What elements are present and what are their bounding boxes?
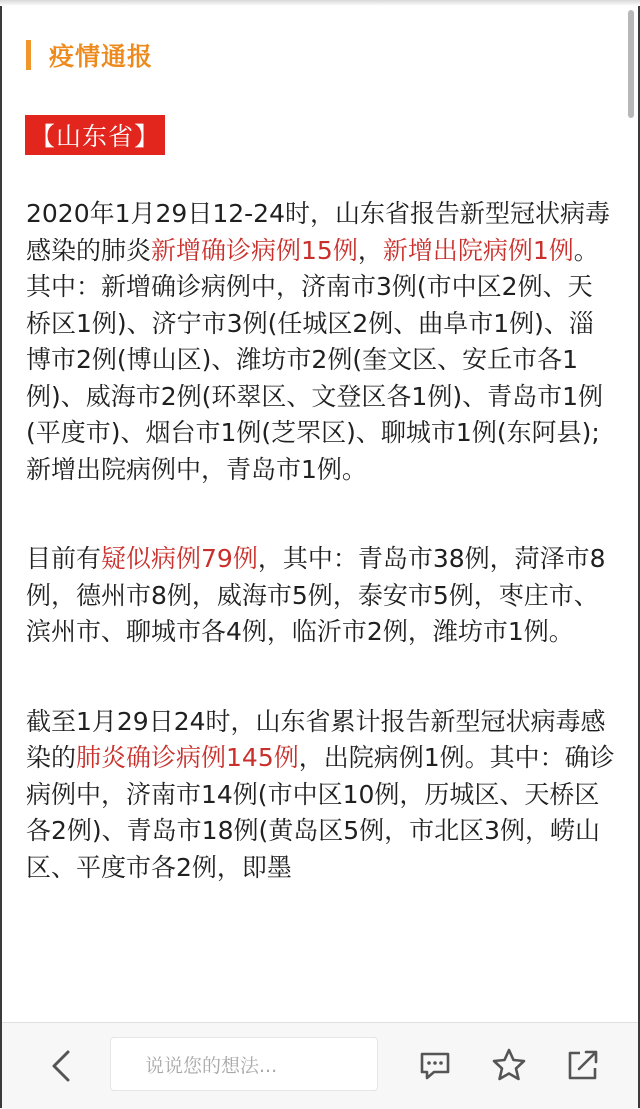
paragraph-text: 。其中：新增确诊病例中，济南市3例(市中区2例、天桥区1例)、济宁市3例(任城区2例、曲阜市1例)、淄博市2例(博山区)、潍坊市2例(奎文区、安丘市各1例)、威海市2例(环翠区、文登区各1例)、青岛市1例(平度市)、烟台市1例(芝罘区)、聊城市1例(东阿县);新增出院病例中，青岛市1例。 bbox=[26, 235, 603, 484]
comment-icon bbox=[417, 1047, 453, 1083]
top-shadow bbox=[0, 0, 640, 6]
highlighted-text: 肺炎确诊病例145例 bbox=[76, 743, 299, 772]
share-button[interactable] bbox=[565, 1047, 601, 1083]
back-icon bbox=[46, 1049, 76, 1083]
star-icon bbox=[491, 1047, 527, 1083]
paragraph-text: ， bbox=[357, 235, 383, 265]
highlighted-text: 新增确诊病例15例 bbox=[151, 235, 358, 265]
article-paragraph bbox=[26, 541, 616, 651]
scrollbar[interactable] bbox=[628, 10, 634, 118]
article-paragraph bbox=[26, 704, 616, 887]
share-icon bbox=[565, 1047, 601, 1083]
comment-button[interactable] bbox=[417, 1047, 453, 1083]
bottom-toolbar bbox=[2, 1022, 638, 1109]
section-title: 疫情通报 bbox=[49, 42, 154, 71]
paragraph-text: 2020年1月29日12-24时，山东省报告新型冠状病毒感染的肺炎 bbox=[26, 199, 610, 265]
comment-input[interactable]: 说说您的想法... bbox=[110, 1037, 378, 1091]
province-tag: 【山东省】 bbox=[25, 115, 165, 155]
paragraph-text: 截至1月29日24时，山东省累计报告新型冠状病毒感染的 bbox=[26, 706, 606, 772]
back-button[interactable] bbox=[46, 1049, 76, 1083]
paragraph-text: ，出院病例1例。其中：确诊病例中，济南市14例(市中区10例，历城区、天桥区各2例)、青岛市18例(黄岛区5例，市北区3例，崂山区、平度市各2例，即墨 bbox=[26, 743, 615, 882]
favorite-button[interactable] bbox=[491, 1047, 527, 1083]
paragraph-text: ，其中：青岛市38例，菏泽市8例，德州市8例，威海市5例，泰安市5例，枣庄市、滨州市、聊城市各4例，临沂市2例，潍坊市1例。 bbox=[26, 544, 606, 646]
section-header bbox=[26, 38, 153, 72]
paragraph-text: 目前有 bbox=[26, 544, 102, 573]
highlighted-text: 新增出院病例1例 bbox=[382, 235, 574, 265]
article-paragraph bbox=[26, 196, 616, 488]
paragraph-spacer bbox=[26, 651, 616, 704]
paragraph-spacer bbox=[26, 488, 616, 541]
highlighted-text: 疑似病例79例 bbox=[101, 544, 258, 573]
section-accent-bar bbox=[26, 40, 31, 70]
article-body bbox=[26, 196, 616, 886]
